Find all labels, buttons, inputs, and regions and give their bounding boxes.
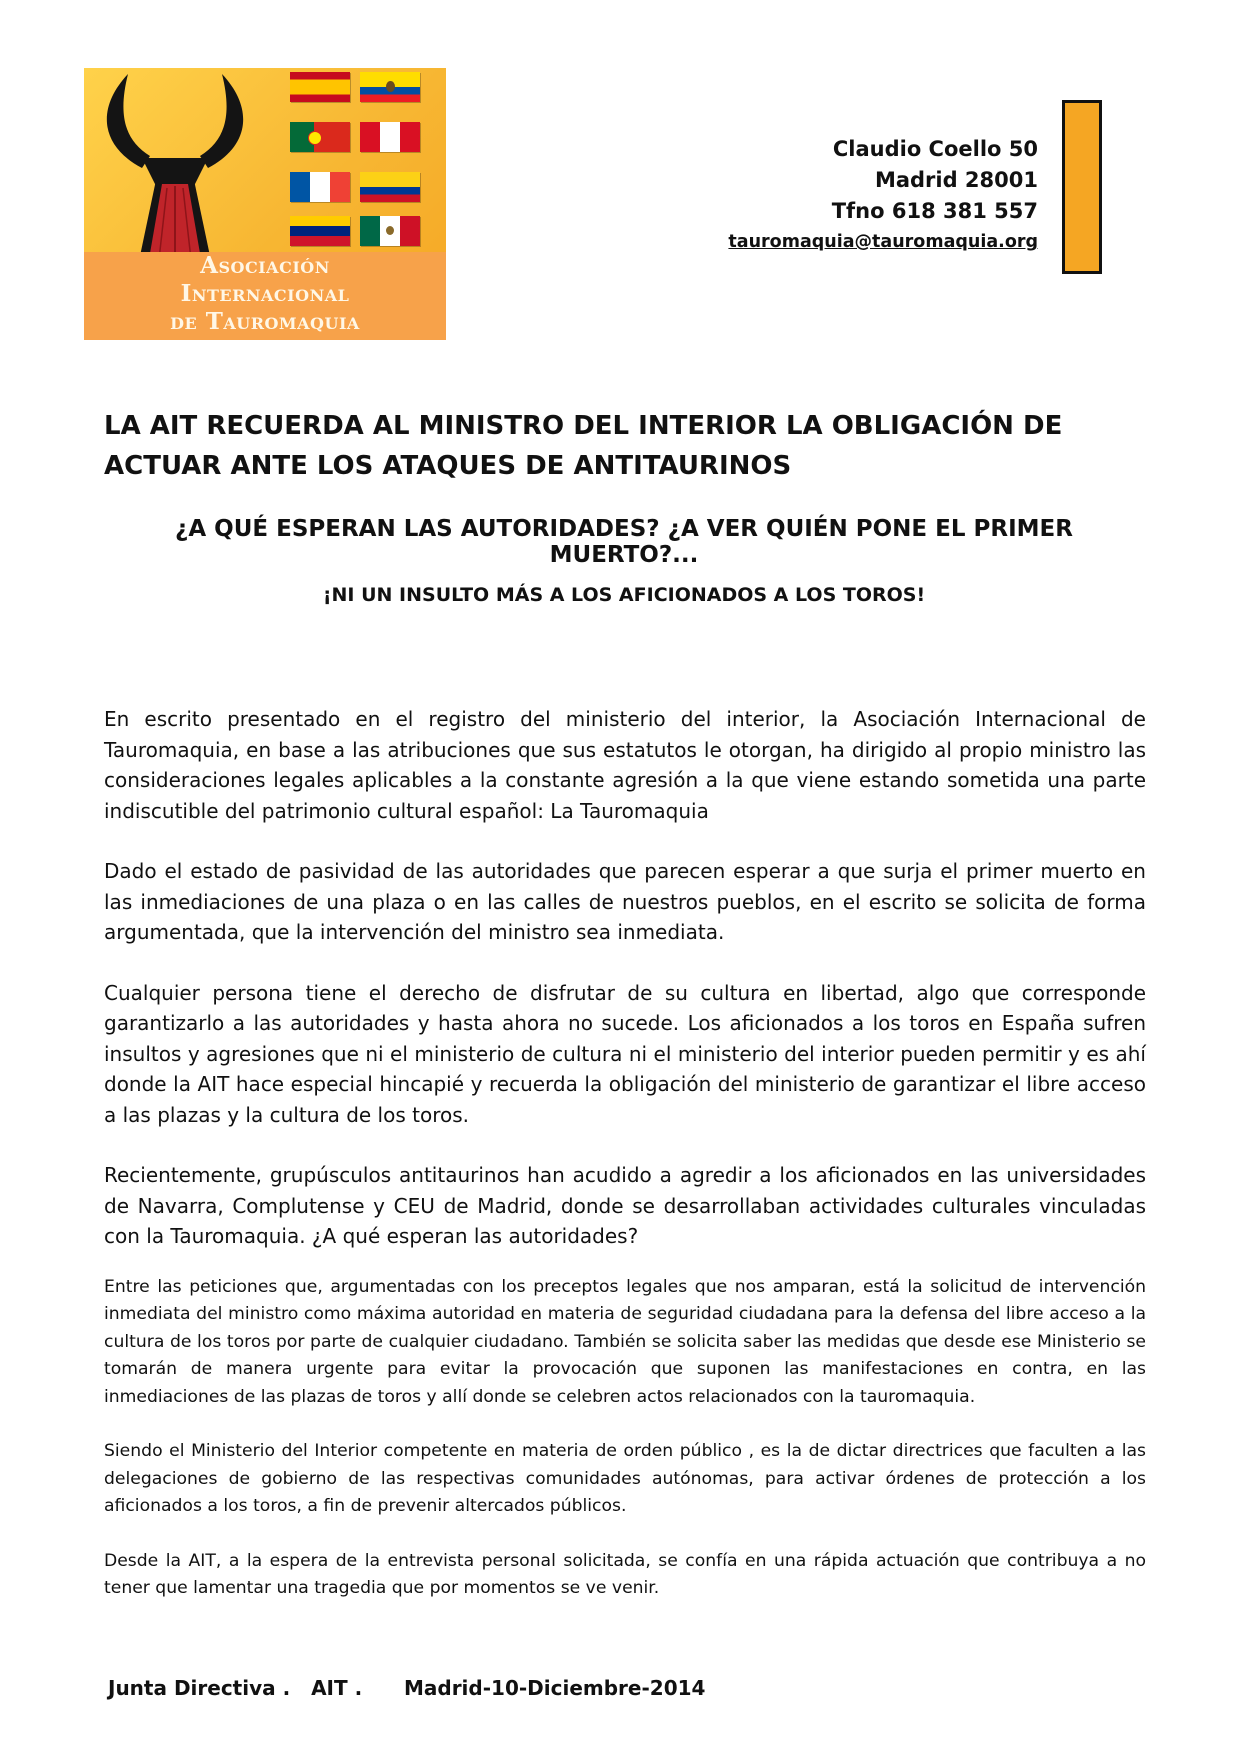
paragraph-4: Recientemente, grupúsculos antitaurinos han acudido a agredir a los aficionados en las universidades de Navarra, Complutense y CEU de Madrid, donde se desarrollaban actividades culturales vinculadas con la Tauromaquia. ¿A qué esperan las autoridades? bbox=[104, 1163, 1146, 1248]
logo-wordmark bbox=[84, 252, 446, 336]
mexico-flag-icon bbox=[360, 216, 420, 246]
contact-address bbox=[728, 134, 1038, 258]
address-street: Claudio Coello 50 bbox=[832, 137, 1038, 161]
organization-logo bbox=[84, 68, 446, 340]
peru-flag-icon bbox=[360, 122, 420, 152]
venezuela-flag-icon bbox=[290, 216, 350, 246]
address-city: Madrid 28001 bbox=[874, 168, 1038, 192]
address-phone: Tfno 618 381 557 bbox=[831, 199, 1038, 223]
paragraph-6: Siendo el Ministerio del Interior competente en materia de orden público , es la de dictar directrices que faculten a las delegaciones de gobierno de las respectivas comunidades autónomas, para activar órdenes de protección a los aficionados a los toros, a fin de prevenir altercados públicos. bbox=[104, 1441, 1146, 1516]
colombia-flag-icon bbox=[360, 172, 420, 202]
paragraph-3: Cualquier persona tiene el derecho de disfrutar de su cultura en libertad, algo que corresponde garantizarlo a las autoridades y hasta ahora no sucede. Los aficionados a los toros en España sufren insultos y agresiones que ni el ministerio de cultura ni el ministerio del interior pueden permitir y es ahí donde la AIT hace especial hincapié y recuerda la obligación del ministerio de garantizar el libre acceso a las plazas y la cultura de los toros. bbox=[104, 980, 1146, 1127]
slogan: ¡NI UN INSULTO MÁS A LOS AFICIONADOS A LOS TOROS! bbox=[322, 584, 926, 606]
article-body bbox=[104, 704, 1146, 1630]
portugal-flag-icon bbox=[290, 122, 350, 152]
subheadline: ¿A QUÉ ESPERAN LAS AUTORIDADES? ¿A VER QUIÉN PONE EL PRIMER MUERTO?... bbox=[175, 516, 1073, 568]
paragraph-1: En escrito presentado en el registro del ministerio del interior, la Asociación Internacional de Tauromaquia, en base a las atribuciones que sus estatutos le otorgan, ha dirigido al propio ministro las consideraciones legales aplicables a la constante agresión a la que viene estando sometida una parte indiscutible del patrimonio cultural español: La Tauromaquia bbox=[104, 707, 1146, 823]
orange-accent-bar bbox=[1062, 100, 1102, 274]
address-email-link[interactable]: tauromaquia@tauromaquia.org bbox=[728, 232, 1038, 252]
spain-flag-icon bbox=[290, 72, 350, 102]
headline: LA AIT RECUERDA AL MINISTRO DEL INTERIOR LA OBLIGACIÓN DE ACTUAR ANTE LOS ATAQUES DE ANTITAURINOS bbox=[104, 411, 1063, 481]
signature-line: Junta Directiva . AIT . Madrid-10-Diciembre-2014 bbox=[108, 1676, 706, 1700]
paragraph-7: Desde la AIT, a la espera de la entrevista personal solicitada, se confía en una rápida actuación que contribuya a no tener que lamentar una tragedia que por momentos se ve venir. bbox=[104, 1550, 1146, 1598]
logo-line-2: Internacional bbox=[180, 280, 350, 307]
logo-line-3: de Tauromaquia bbox=[170, 308, 360, 335]
france-flag-icon bbox=[290, 172, 350, 202]
paragraph-5: Entre las peticiones que, argumentadas con los preceptos legales que nos amparan, está la solicitud de intervención inmediata del ministro como máxima autoridad en materia de seguridad ciudadana para la defensa del libre acceso a la cultura de los toros por parte de cualquier ciudadano. También se solicita saber las medidas que desde ese Ministerio se tomarán de manera urgente para evitar la provocación que suponen las manifestaciones en contra, en las inmediaciones de las plazas de toros y allí donde se celebren actos relacionados con la tauromaquia. bbox=[104, 1276, 1146, 1407]
paragraph-2: Dado el estado de pasividad de las autoridades que parecen esperar a que surja el primer muerto en las inmediaciones de una plaza o en las calles de nuestros pueblos, en el escrito se solicita de forma argumentada, que la intervención del ministro sea inmediata. bbox=[104, 859, 1146, 944]
logo-line-1: Asociación bbox=[200, 252, 330, 279]
ecuador-flag-icon bbox=[360, 72, 420, 102]
